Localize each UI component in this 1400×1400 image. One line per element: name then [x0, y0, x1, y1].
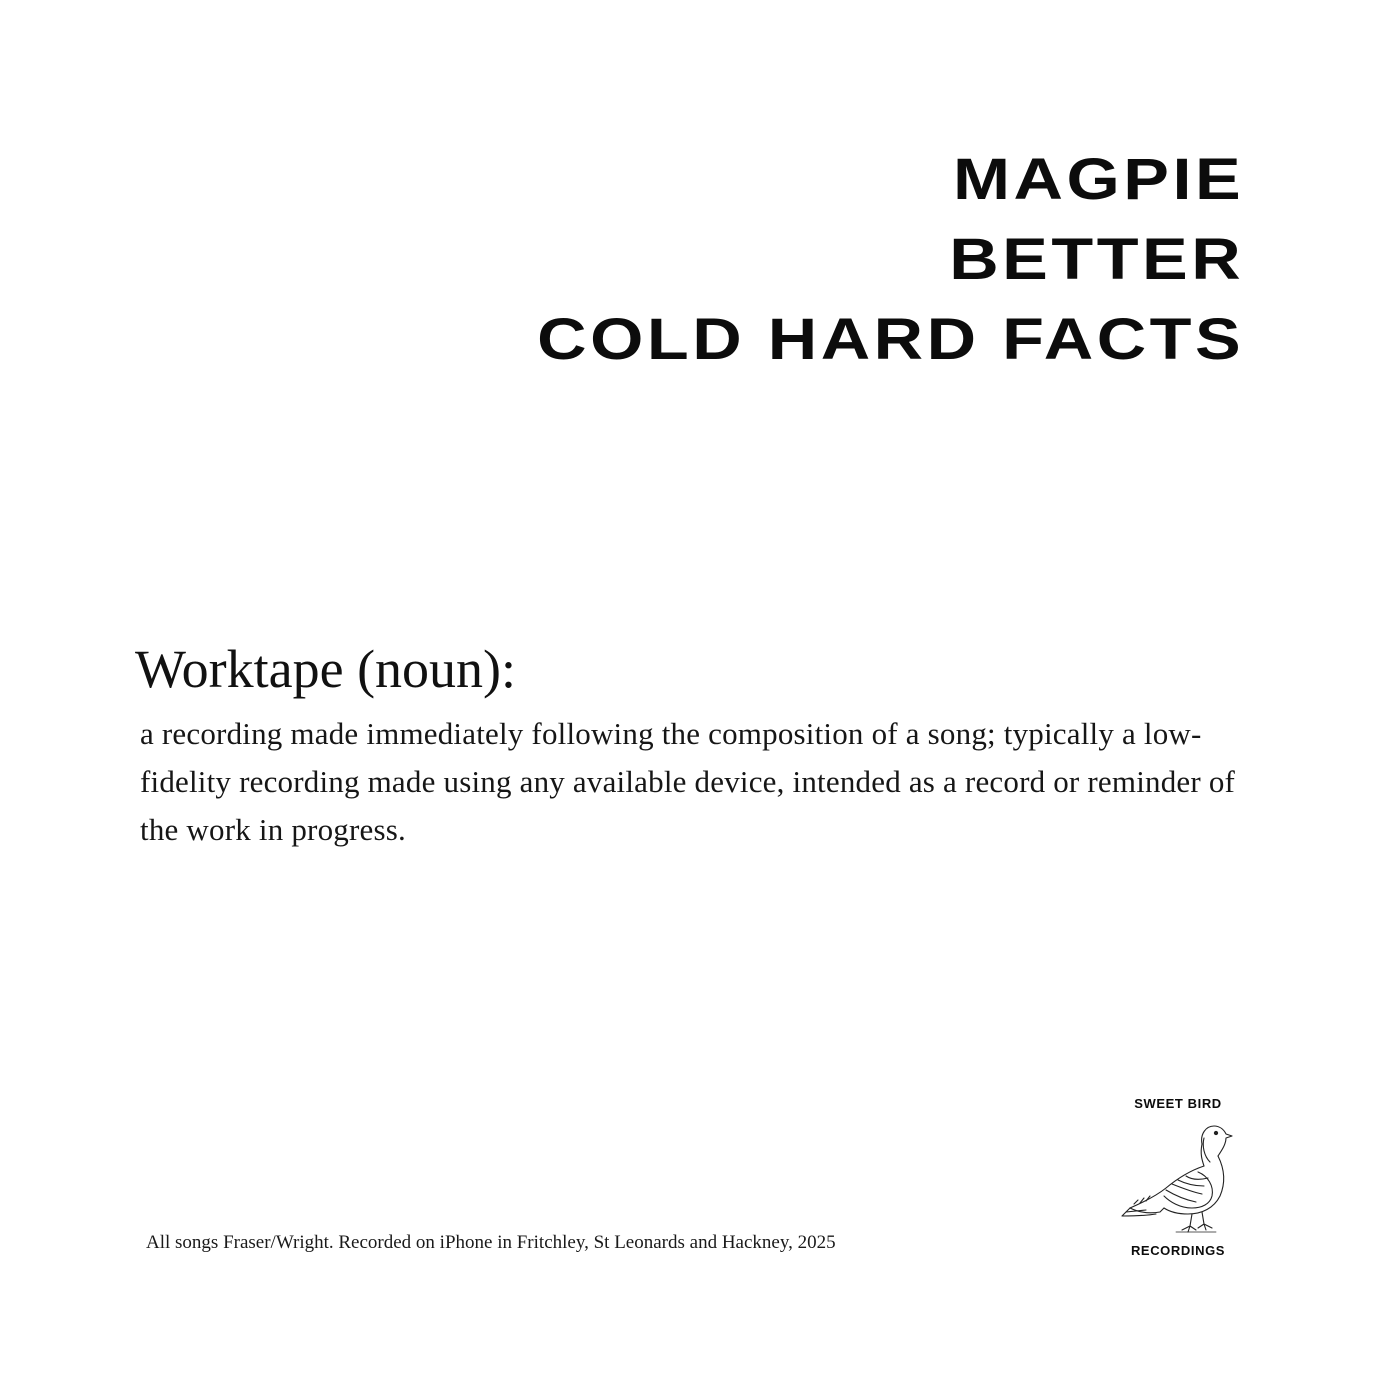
label-logo: [1108, 1094, 1248, 1264]
track-title: MAGPIE: [952, 147, 1244, 212]
definition-block: [135, 636, 1265, 854]
track-title: COLD HARD FACTS: [536, 307, 1244, 372]
definition-term: Worktape (noun):: [135, 639, 517, 699]
track-title: BETTER: [949, 227, 1244, 292]
credits-line: All songs Fraser/Wright. Recorded on iPhone in Fritchley, St Leonards and Hackney, 2025: [146, 1232, 836, 1253]
logo-bottom-text: RECORDINGS: [1130, 1243, 1226, 1258]
pigeon-icon: [1116, 1116, 1240, 1238]
definition-text: a recording made immediately following the composition of a song; typically a low-fidelity recording made using any available device, intended as a record or reminder of the work in progress.: [140, 716, 1236, 847]
logo-top-text: SWEET BIRD: [1134, 1096, 1222, 1111]
track-titles: [537, 140, 1244, 380]
